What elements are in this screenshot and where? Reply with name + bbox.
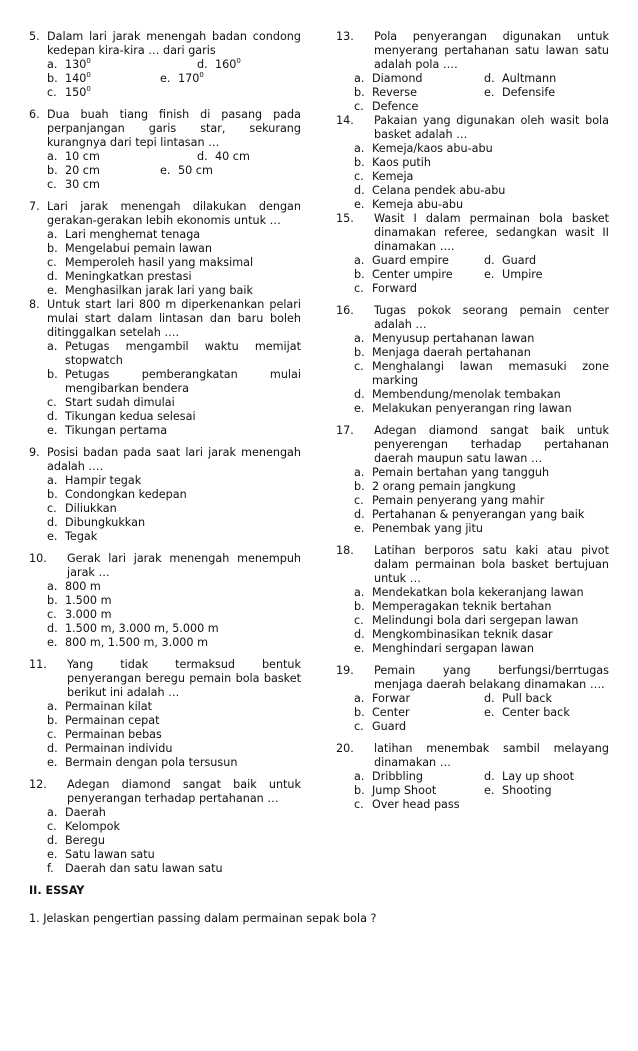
option-text: Kemeja/kaos abu-abu: [372, 142, 493, 155]
question-stem: Gerak lari jarak menengah menempuh jarak …: [67, 552, 301, 579]
option-text: Kemeja: [372, 170, 414, 183]
option-text: Pertahanan & penyerangan yang baik: [372, 508, 585, 521]
option-text: Permainan bebas: [65, 728, 162, 741]
question-number: 9.: [29, 446, 40, 459]
option-text: Forward: [372, 282, 417, 295]
option-text: Daerah dan satu lawan satu: [65, 862, 223, 875]
question-19: 19. Pemain yang berfungsi/berrtugas menjaga daerah belakang dinamakan …. a. Forwar d. Pull back b. Center e. Center back c. Guard: [336, 664, 609, 733]
left-column: [29, 30, 301, 881]
option-text: Diliukkan: [65, 502, 117, 515]
question-stem: Tugas pokok seorang pemain center adalah …: [374, 304, 609, 331]
option-text: Membendung/menolak tembakan: [372, 388, 561, 401]
question-7: 7. Lari jarak menengah dilakukan dengan gerakan-gerakan lebih ekonomis untuk … a. Lari menghemat tenaga b. Mengelabui pemain lawan c. Memperoleh hasil yang maksimal d. Meningkatkan prestasi e. Menghasilkan jarak lari yang baik: [29, 200, 301, 297]
question-number: 14.: [336, 114, 354, 127]
option-text: Permainan kilat: [65, 700, 153, 713]
option-text: 40 cm: [215, 150, 250, 163]
option-text: Lay up shoot: [502, 770, 575, 783]
option-text: Menyusup pertahanan lawan: [372, 332, 535, 345]
option-text: 2 orang pemain jangkung: [372, 480, 516, 493]
question-number: 11.: [29, 658, 47, 671]
option-text: Guard: [502, 254, 537, 267]
option-text: $170^0$: [178, 71, 204, 85]
option-text: Forwar: [372, 692, 411, 705]
option-text: Center back: [502, 706, 570, 719]
option-text: Petugas mengambil waktu memijat stopwatch: [65, 340, 301, 367]
question-15: 15. Wasit I dalam permainan bola basket dinamakan referee, sedangkan wasit II dinamakan …. a. Guard empire d. Guard b. Center umpire e. Umpire c. Forward: [336, 212, 609, 295]
option-text: $130^0$: [65, 57, 91, 71]
option-text: Memperagakan teknik bertahan: [372, 600, 552, 613]
essay-section-title: II. ESSAY: [29, 884, 85, 897]
option-text: 10 cm: [65, 150, 100, 163]
option-text: 20 cm: [65, 164, 100, 177]
question-8: 8. Untuk start lari 800 m diperkenankan pelari mulai start dalam lintasan dan baru boleh ditinggalkan setelah …. a. Petugas mengambil waktu memijat stopwatch b. Petugas pemberangkatan mulai mengibarkan bendera c. Start sudah dimulai d. Tikungan kedua selesai e. Tikungan pertama: [29, 298, 301, 437]
option-text: $140^0$: [65, 71, 91, 85]
question-stem: Lari jarak menengah dilakukan dengan gerakan-gerakan lebih ekonomis untuk …: [47, 200, 301, 227]
question-stem: Wasit I dalam permainan bola basket dinamakan referee, sedangkan wasit II dinamakan ….: [374, 212, 609, 253]
question-5: 5. Dalam lari jarak menengah badan condong kedepan kira-kira … dari garis a. $130^0$ d. $160^0$ b. $140^0$ e. $170^0$ c. $150^0$: [29, 30, 301, 99]
option-text: Start sudah dimulai: [65, 396, 175, 409]
question-11: 11. Yang tidak termaksud bentuk penyerangan beregu pemain bola basket berikut ini adalah … a. Permainan kilat b. Permainan cepat c. Permainan bebas d. Permainan individu e. Bermain dengan pola tersusun: [29, 658, 301, 769]
question-stem: Adegan diamond sangat baik untuk penyerengan terhadap pertahanan daerah maupun satu lawan …: [374, 424, 609, 465]
question-number: 19.: [336, 664, 354, 677]
option-text: Mengkombinasikan teknik dasar: [372, 628, 553, 641]
option-text: Mendekatkan bola kekeranjang lawan: [372, 586, 584, 599]
option-text: Kemeja abu-abu: [372, 198, 464, 211]
option-text: Pemain bertahan yang tangguh: [372, 466, 550, 479]
option-text: Permainan individu: [65, 742, 173, 755]
question-number: 7.: [29, 200, 40, 213]
option-text: 50 cm: [178, 164, 213, 177]
question-stem: Dua buah tiang finish di pasang pada perpanjangan garis star, sekurang kurangnya dari tepi lintasan …: [47, 108, 301, 149]
option-text: Penembak yang jitu: [372, 522, 484, 535]
option-text: Guard empire: [372, 254, 449, 267]
option-text: Meningkatkan prestasi: [65, 270, 192, 283]
option-text: Guard: [372, 720, 407, 733]
question-stem: Adegan diamond sangat baik untuk penyerangan terhadap pertahanan …: [67, 778, 301, 805]
question-number: 15.: [336, 212, 354, 225]
option-text: Pull back: [502, 692, 552, 705]
option-text: Bermain dengan pola tersusun: [65, 756, 238, 769]
option-text: Daerah: [65, 806, 106, 819]
question-number: 17.: [336, 424, 354, 437]
option-text: Hampir tegak: [65, 474, 142, 487]
question-number: 5.: [29, 30, 40, 43]
option-text: $160^0$: [215, 57, 241, 71]
option-text: Diamond: [372, 72, 423, 85]
question-number: 12.: [29, 778, 47, 791]
question-number: 8.: [29, 298, 40, 311]
option-text: Menjaga daerah pertahanan: [372, 346, 531, 359]
question-stem: Yang tidak termaksud bentuk penyerangan beregu pemain bola basket berikut ini adalah …: [67, 658, 301, 699]
question-number: 10.: [29, 552, 47, 565]
option-text: Center: [372, 706, 410, 719]
option-text: Kelompok: [65, 820, 120, 833]
option-text: Memperoleh hasil yang maksimal: [65, 256, 254, 269]
question-20: 20. latihan menembak sambil melayang dinamakan … a. Dribbling d. Lay up shoot b. Jump Shoot e. Shooting c. Over head pass: [336, 742, 609, 811]
option-text: Menghalangi lawan memasuki zone marking: [372, 360, 609, 387]
right-column: [336, 30, 609, 817]
option-text: Mengelabui pemain lawan: [65, 242, 212, 255]
question-stem: Dalam lari jarak menengah badan condong kedepan kira-kira … dari garis: [47, 30, 301, 57]
question-18: 18. Latihan berporos satu kaki atau pivot dalam permainan bola basket bertujuan untuk … a. Mendekatkan bola kekeranjang lawan b. Memperagakan teknik bertahan c. Melindungi bola dari sergepan lawan d. Mengkombinasikan teknik dasar e. Menghindari sergapan lawan: [336, 544, 609, 655]
option-text: $150^0$: [65, 85, 91, 99]
question-number: 20.: [336, 742, 354, 755]
question-stem: Posisi badan pada saat lari jarak menengah adalah ….: [47, 446, 301, 473]
option-text: 1.500 m, 3.000 m, 5.000 m: [65, 622, 219, 635]
option-text: Defence: [372, 100, 419, 113]
option-text: 30 cm: [65, 178, 100, 191]
option-text: Aultmann: [502, 72, 557, 85]
option-text: Lari menghemat tenaga: [65, 228, 201, 241]
option-text: Menghindari sergapan lawan: [372, 642, 534, 655]
question-12: 12. Adegan diamond sangat baik untuk penyerangan terhadap pertahanan … a. Daerah c. Kelompok d. Beregu e. Satu lawan satu f. Daerah dan satu lawan satu: [29, 778, 301, 875]
option-text: Beregu: [65, 834, 105, 847]
option-text: Pemain penyerang yang mahir: [372, 494, 545, 507]
question-stem: Untuk start lari 800 m diperkenankan pelari mulai start dalam lintasan dan baru boleh ditinggalkan setelah ….: [47, 298, 301, 339]
question-stem: Latihan berporos satu kaki atau pivot dalam permainan bola basket bertujuan untuk …: [374, 544, 609, 585]
option-text: Center umpire: [372, 268, 453, 281]
question-10: 10. Gerak lari jarak menengah menempuh jarak … a. 800 m b. 1.500 m c. 3.000 m d. 1.500 m, 3.000 m, 5.000 m e. 800 m, 1.500 m, 3.000 m: [29, 552, 301, 649]
question-14: 14. Pakaian yang digunakan oleh wasit bola basket adalah … a. Kemeja/kaos abu-abu b. Kaos putih c. Kemeja d. Celana pendek abu-abu e. Kemeja abu-abu: [336, 114, 609, 211]
option-text: Tikungan pertama: [65, 424, 168, 437]
option-text: Condongkan kedepan: [65, 488, 187, 501]
option-text: Over head pass: [372, 798, 460, 811]
option-text: Kaos putih: [372, 156, 432, 169]
question-number: 13.: [336, 30, 354, 43]
option-text: Celana pendek abu-abu: [372, 184, 506, 197]
question-16: 16. Tugas pokok seorang pemain center adalah … a. Menyusup pertahanan lawan b. Menjaga daerah pertahanan c. Menghalangi lawan memasuki zone marking d. Membendung/menolak tembakan e. Melakukan penyerangan ring lawan: [336, 304, 609, 415]
question-6: 6. Dua buah tiang finish di pasang pada perpanjangan garis star, sekurang kurangnya dari tepi lintasan … a. 10 cm d. 40 cm b. 20 cm e. 50 cm c. 30 cm: [29, 108, 301, 191]
option-text: Petugas pemberangkatan mulai mengibarkan bendera: [65, 368, 301, 395]
option-text: Dibungkukkan: [65, 516, 146, 529]
question-number: 16.: [336, 304, 354, 317]
question-stem: Pola penyerangan digunakan untuk menyerang pertahanan satu lawan satu adalah pola ….: [374, 30, 609, 71]
question-number: 18.: [336, 544, 354, 557]
option-text: Permainan cepat: [65, 714, 160, 727]
option-text: 800 m: [65, 580, 101, 593]
option-text: Shooting: [502, 784, 552, 797]
question-number: 6.: [29, 108, 40, 121]
option-text: Jump Shoot: [372, 784, 437, 797]
option-text: Reverse: [372, 86, 417, 99]
question-9: 9. Posisi badan pada saat lari jarak menengah adalah …. a. Hampir tegak b. Condongkan kedepan c. Diliukkan d. Dibungkukkan e. Tegak: [29, 446, 301, 543]
option-text: Melindungi bola dari sergepan lawan: [372, 614, 579, 627]
option-text: Tegak: [65, 530, 98, 543]
question-stem: latihan menembak sambil melayang dinamakan …: [374, 742, 609, 769]
option-text: Satu lawan satu: [65, 848, 155, 861]
question-17: 17. Adegan diamond sangat baik untuk penyerengan terhadap pertahanan daerah maupun satu lawan … a. Pemain bertahan yang tangguh b. 2 orang pemain jangkung c. Pemain penyerang yang mahir d. Pertahanan & penyerangan yang baik e. Penembak yang jitu: [336, 424, 609, 535]
question-13: 13. Pola penyerangan digunakan untuk menyerang pertahanan satu lawan satu adalah pola …. a. Diamond d. Aultmann b. Reverse e. Defensife c. Defence: [336, 30, 609, 113]
option-text: Defensife: [502, 86, 556, 99]
option-text: 1.500 m: [65, 594, 112, 607]
option-text: Dribbling: [372, 770, 423, 783]
option-text: Melakukan penyerangan ring lawan: [372, 402, 572, 415]
option-text: Tikungan kedua selesai: [65, 410, 196, 423]
option-text: Umpire: [502, 268, 543, 281]
option-text: Menghasilkan jarak lari yang baik: [65, 284, 253, 297]
question-stem: Pemain yang berfungsi/berrtugas menjaga daerah belakang dinamakan ….: [374, 664, 609, 691]
option-text: 3.000 m: [65, 608, 112, 621]
question-stem: Pakaian yang digunakan oleh wasit bola basket adalah …: [374, 114, 609, 141]
essay-question-1: 1. Jelaskan pengertian passing dalam permainan sepak bola ?: [29, 912, 377, 925]
option-text: 800 m, 1.500 m, 3.000 m: [65, 636, 208, 649]
